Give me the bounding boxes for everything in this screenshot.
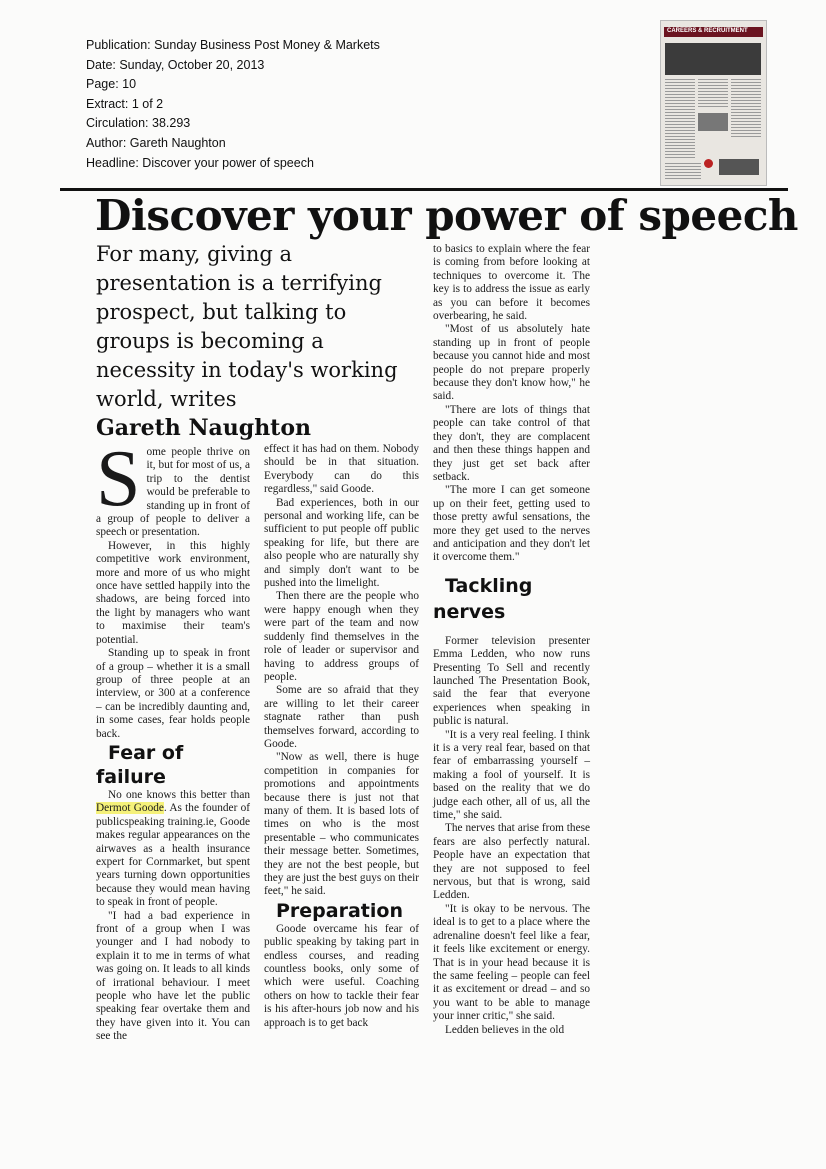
- paragraph: effect it has had on them. Nobody should be in that situation. Everybody can do this regardless," said Goode.: [264, 443, 419, 496]
- drop-cap: S: [96, 435, 141, 523]
- paragraph: No one knows this better than Dermot Goode. As the founder of publicspeaking training.ie, Goode makes regular appearances on the airwaves as a health insurance expert for Cornmarket, but spent years turning down opportunities because they would mean having to speak in front of people.: [96, 788, 250, 909]
- thumbnail-text-block: [698, 79, 728, 109]
- paragraph: "It is okay to be nervous. The ideal is to get to a place where the adrenaline doesn't feel like a fear, it feels like excitement or energy. That is in your head because it is the same feeling – people can feel it as excitement or dread – and so you want to be able to manage your inner critic," she said.: [433, 902, 590, 1023]
- thumbnail-photo: [719, 159, 759, 175]
- paragraph: "The more I can get someone up on their feet, getting used to those pretty awful sensations, the more they get used to the nerves and anticipation and they don't let it overcome them.": [433, 484, 590, 564]
- thumbnail-text-block: [665, 163, 701, 181]
- subheading-tackling-nerves: Tackling nerves: [433, 574, 533, 623]
- paragraph: Bad experiences, both in our personal and working life, can be sufficient to put people off public speaking for life, but there are also people who are naturally shy and simply don't want to be pushed into the limelight.: [264, 496, 419, 590]
- paragraph: Then there are the people who were happy enough when they were part of the team and now suddenly find themselves in the role of leader or supervisor and having to address groups of people.: [264, 590, 419, 683]
- headline-line: Headline: Discover your power of speech: [86, 155, 314, 170]
- author-line: Author: Gareth Naughton: [86, 135, 226, 150]
- thumbnail-banner: CAREERS & RECRUITMENT: [664, 27, 763, 37]
- subheading-fear-of-failure: Fear of failure: [96, 741, 184, 788]
- article-headline: Discover your power of speech: [95, 191, 798, 240]
- paragraph: "There are lots of things that people can take control of that they don't, they are complacent and then these things happen and they just get set back after setback.: [433, 403, 590, 483]
- paragraph: Some are so afraid that they are willing to let their career stagnate rather than push themselves forward, according to Goode.: [264, 684, 419, 750]
- highlighted-name: Dermot Goode: [96, 802, 164, 815]
- article-byline: Gareth Naughton: [96, 415, 312, 441]
- thumbnail-text-block: [665, 79, 695, 159]
- paragraph: Goode overcame his fear of public speaking by taking part in endless courses, and reading countless books, only some of which were useful. Coaching others on how to tackle their fear is his after-hours job now and his approach is to get back: [264, 922, 419, 1029]
- circulation-line: Circulation: 38.293: [86, 116, 191, 131]
- clipping-metadata: [86, 36, 380, 173]
- paragraph: "Most of us absolutely hate standing up in front of people because you cannot hide and most people do not prepare properly because they don't know how," he said.: [433, 323, 590, 403]
- article-column-1: [96, 435, 250, 1044]
- thumbnail-text-block: [731, 79, 761, 139]
- paragraph: Former television presenter Emma Ledden, who now runs Presenting To Sell and recently launched The Presentation Book, said the fear that everyone experiences when speaking in public is natural.: [433, 634, 590, 728]
- paragraph: Ledden believes in the old: [445, 1023, 565, 1036]
- paragraph: to basics to explain where the fear is coming from before looking at techniques to overcome it. The key is to address the issue as early as you can before it becomes overbearing, he said.: [433, 243, 590, 323]
- paragraph: "Now as well, there is huge competition in companies for promotions and appointments because there is just not that many of them. It is based lots of times on who is the most presentable – who communicates their message better. Sometimes, they are not the best people, but they are just the best guys on their feet," he said.: [264, 751, 419, 898]
- extract-line: Extract: 1 of 2: [86, 96, 164, 111]
- page-thumbnail: [660, 20, 767, 186]
- paragraph: Standing up to speak in front of a group – whether it is a small group of three people at an interview, or 300 at a conference – can be incredibly daunting and, in some cases, fear holds people back.: [96, 647, 250, 740]
- paragraph: "It is a very real feeling. I think it is a very real fear, based on that fear of embarrassing yourself – making a fool of yourself. It is based on the reality that we do judge each other, all of us, all the time," she said.: [433, 728, 590, 822]
- paragraph: "I had a bad experience in front of a group when I was younger and I had nobody to explain it to me in terms of what was going on. It leads to all kinds of irrational behaviour. I meet people who have let the public speaking fear overtake them and they have given into it. You can see the: [96, 909, 250, 1043]
- subheading-preparation: Preparation: [276, 899, 403, 922]
- paragraph: Some people thrive on it, but for most of us, a trip to the dentist would be preferable to standing up in front of a group of people to deliver a speech or presentation.: [96, 435, 250, 539]
- date-line: Date: Sunday, October 20, 2013: [86, 57, 265, 72]
- paragraph: However, in this highly competitive work environment, more and more of us who might once have settled happily into the shadows, are being forced into the light by managers who want to maximise their team's potential.: [96, 539, 250, 646]
- article-column-2: [264, 443, 419, 1030]
- article-column-3: [433, 243, 590, 1037]
- thumbnail-photo: [665, 43, 761, 75]
- article-standfirst: For many, giving a presentation is a terrifying prospect, but talking to groups is becoming a necessity in today's working world, writes: [96, 242, 398, 411]
- publication-line: Publication: Sunday Business Post Money & Markets: [86, 38, 380, 52]
- thumbnail-badge: [704, 159, 713, 168]
- thumbnail-photo: [698, 113, 728, 131]
- page-line: Page: 10: [86, 77, 137, 92]
- paragraph: The nerves that arise from these fears are also perfectly natural. People have an expectation that they are not supposed to feel nervous, but that is wrong, said Ledden.: [433, 822, 590, 902]
